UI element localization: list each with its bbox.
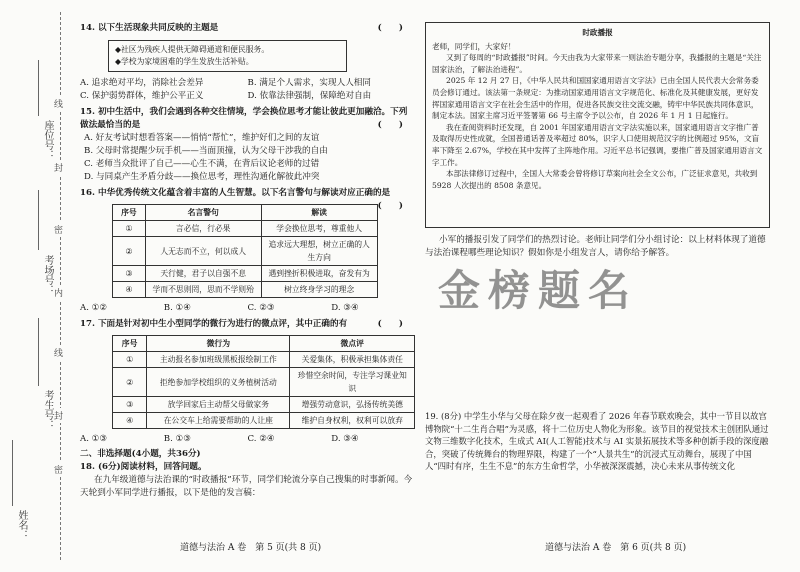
binding-char: 内 (54, 285, 63, 300)
option-a: A. 追求绝对平均，消除社会差异 (80, 78, 204, 88)
table-cell: 在公交车上给需要帮助的人让座 (147, 413, 290, 429)
news-paragraph: 本部法律修订过程中，全国人大常委会曾将修订草案向社会全文公布，广泛征求意见，共收到 5928 人次提出的 8508 条意见。 (432, 169, 758, 190)
option-b: B. ①④ (163, 303, 191, 313)
table-cell: 拒绝参加学校组织的义务植树活动 (147, 368, 290, 397)
table-header: 微点评 (290, 336, 415, 352)
table-cell: ③ (113, 397, 147, 413)
table-header: 解读 (261, 205, 377, 221)
option-d: D. 与同桌产生矛盾分歧——换位思考，理性沟通化解彼此冲突 (84, 172, 320, 182)
table-cell: ① (113, 221, 146, 237)
room-number-line (38, 190, 39, 250)
news-paragraph: 2025 年 12 月 27 日，《中华人民共和国国家通用语言文字法》已由全国人民代表大会常务委员会修订通过。该法第一条规定：为推动国家通用语言文字规范化、标准化及其健康发展，更好发挥国家通用语言文字在社会生活中的作用，促进各民族交往交流交融，铸牢中华民族共同体意识，制定本法。国家主席习近平签署第 66 号主席令予以公布，自 2026 年 1 月 1 日起施行。 (432, 76, 759, 121)
right-column (425, 22, 770, 473)
question-16-table (112, 204, 378, 298)
binding-char: 封 (54, 160, 63, 175)
news-title: 时政播报 (582, 28, 613, 37)
table-cell: 维护自身权利，权利可以放弃 (290, 413, 415, 429)
binding-char: 线 (54, 96, 63, 111)
question-15-text: 15. 初中生活中，我们会遇到各种交往情境，学会换位思考才能让彼此更加融洽。下列做法最恰当的是 (80, 107, 408, 130)
option-b: B. 父母时常提醒少玩手机——当面顶撞，认为父母干涉我的自由 (84, 146, 328, 156)
table-cell: 人无志而不立，何以成人 (145, 237, 261, 266)
watermark-stamp: 金榜题名 (438, 266, 639, 315)
question-16 (80, 187, 415, 315)
table-row (113, 368, 415, 397)
option-a: A. 好友考试时想看答案——悄悄“帮忙”，维护好们之间的友谊 (84, 133, 320, 143)
table-cell: 天行健，君子以自强不息 (145, 266, 261, 282)
table-cell: 遇到挫折积极进取，奋发有为 (261, 266, 377, 282)
news-broadcast-box (425, 22, 770, 228)
student-number-label: 考生号： (42, 390, 53, 430)
question-16-text: 16. 中华优秀传统文化蕴含着丰富的人生智慧。以下名言警句与解读对应正确的是 (80, 188, 391, 198)
table-row (113, 397, 415, 413)
table-cell: ③ (113, 266, 146, 282)
question-14-material-box (108, 40, 347, 72)
question-18-intro: 在九年级道德与法治课的“时政播报”环节，同学们轮流分享自己搜集的时事新闻。今天轮到小军同学进行播报，以下是他的发言稿： (80, 475, 413, 498)
material-line: ◆学校为家境困难的学生发放生活补贴。 (115, 57, 254, 66)
binding-char: 密 (54, 222, 63, 237)
binding-margin (0, 0, 72, 572)
room-number-label: 考场号： (42, 255, 53, 295)
option-a: A. ①② (80, 303, 108, 313)
answer-paren: ( ) (377, 319, 403, 329)
option-d: D. ③④ (331, 303, 359, 313)
table-header-row (113, 336, 415, 352)
option-d: D. ③④ (331, 434, 359, 444)
news-paragraph: 又到了每周的“时政播报”时间。今天由我为大家带来一则法治专题分享，我播报的主题是“关注国家法治，了解法治进程”。 (432, 53, 762, 74)
table-cell: 学而不思则罔，思而不学则殆 (145, 282, 261, 298)
table-cell: 珍惜空余时间，专注学习课业知识 (290, 368, 415, 397)
answer-paren: ( ) (377, 201, 403, 211)
table-row (113, 237, 378, 266)
table-cell: 主动报名参加班级黑板报绘制工作 (147, 352, 290, 368)
table-cell: 学会换位思考，尊重他人 (261, 221, 377, 237)
table-cell: ② (113, 368, 147, 397)
student-number-line (38, 318, 39, 386)
table-cell: ① (113, 352, 147, 368)
table-header-row (113, 205, 378, 221)
seat-number-label: 座位号： (42, 120, 53, 160)
table-cell: 放学回家后主动帮父母做家务 (147, 397, 290, 413)
table-cell: ④ (113, 282, 146, 298)
question-17 (80, 318, 415, 446)
table-cell: 关爱集体，积极承担集体责任 (290, 352, 415, 368)
answer-paren: ( ) (377, 120, 403, 130)
option-c: C. 老师当众批评了自己——心生不满，在背后议论老师的过错 (84, 159, 320, 169)
page-footer-left: 道德与法治 A 卷 第 5 页(共 8 页) (180, 543, 322, 553)
option-c: C. 保护弱势群体，维护公平正义 (80, 91, 204, 101)
page-footer-right: 道德与法治 A 卷 第 6 页(共 8 页) (545, 543, 687, 553)
table-row (113, 352, 415, 368)
answer-paren: ( ) (377, 23, 403, 33)
question-14-text: 14. 以下生活现象共同反映的主题是 (80, 23, 219, 33)
question-18-text: 18. (6分)阅读材料，回答问题。 (80, 462, 207, 472)
question-19-text: 19. (8分) 中学生小华与父母在除夕夜一起观看了 2026 年春节联欢晚会，其中一节目以故宫博物院“十二生肖合唱”为灵感，将十二位历史人物化为形象。该节目的视觉技术主创团队通过文物三维数字化技术，生成式 AI(人工智能)技术与 AI 实景拓展技术等多种创新手段的深度融合，突破了传统舞台的物理界限，构建了一个“人景共生”的沉浸式互动舞台，展现了中国人“四时有序，生生不息”的东方生命哲学，小华被深深震撼，决心未来从事传统文化 (425, 411, 769, 472)
question-17-table (112, 335, 415, 429)
table-header: 名言警句 (145, 205, 261, 221)
question-18 (80, 461, 415, 500)
binding-char: 封 (54, 408, 63, 423)
table-cell: ④ (113, 413, 147, 429)
seat-number-line (38, 60, 39, 116)
binding-char: 密 (54, 462, 63, 477)
option-b: B. ①③ (163, 434, 191, 444)
table-cell: 言必信，行必果 (145, 221, 261, 237)
question-17-text: 17. 下面是针对初中生小型同学的微行为进行的微点评，其中正确的有 (80, 319, 348, 329)
material-line: ◆社区为残疾人提供无障碍通道和便民服务。 (115, 45, 270, 54)
question-15 (80, 106, 415, 184)
table-cell: ② (113, 237, 146, 266)
table-cell: 树立终身学习的理念 (261, 282, 377, 298)
table-cell: 增强劳动意识，弘扬传统美德 (290, 397, 415, 413)
name-label: 姓名： (16, 510, 27, 540)
option-c: C. ②③ (247, 303, 275, 313)
table-header: 序号 (113, 336, 147, 352)
section-heading: 二、非选择题(4小题，共36分) (80, 449, 201, 459)
table-row (113, 221, 378, 237)
left-column (80, 22, 415, 500)
question-18-prompt: 小军的播报引发了同学们的热烈讨论。老师让同学们分小组讨论：以上材料体现了道德与法治课程哪些理论知识？假如你是小组发言人，请你给予解答。 (425, 235, 766, 258)
option-c: C. ②④ (247, 434, 275, 444)
table-header: 序号 (113, 205, 146, 221)
table-row (113, 282, 378, 298)
table-row (113, 413, 415, 429)
name-line (12, 440, 13, 506)
option-b: B. 满足个人需求，实现人人相同 (247, 78, 371, 88)
table-row (113, 266, 378, 282)
binding-char: 线 (54, 345, 63, 360)
news-paragraph: 我在查阅资料时还发现，自 2001 年国家通用语言文字法实施以来，国家通用语言文字推广普及取得历史性成就，全国普通话普及率超过 80%，识字人口使用规范汉字的比例超过 95%，文盲率下降至 2.67%，学校在其中发挥了主阵地作用。习近平总书记强调，要推广普及国家通用语言文字工作。 (432, 122, 763, 167)
option-a: A. ①③ (80, 434, 108, 444)
option-d: D. 依靠法律强制，保障绝对自由 (247, 91, 372, 101)
table-header: 微行为 (147, 336, 290, 352)
news-paragraph: 老师，同学们，大家好！ (432, 41, 516, 51)
question-14 (80, 22, 415, 103)
table-cell: 追求远大理想，树立正确的人生方向 (261, 237, 377, 266)
